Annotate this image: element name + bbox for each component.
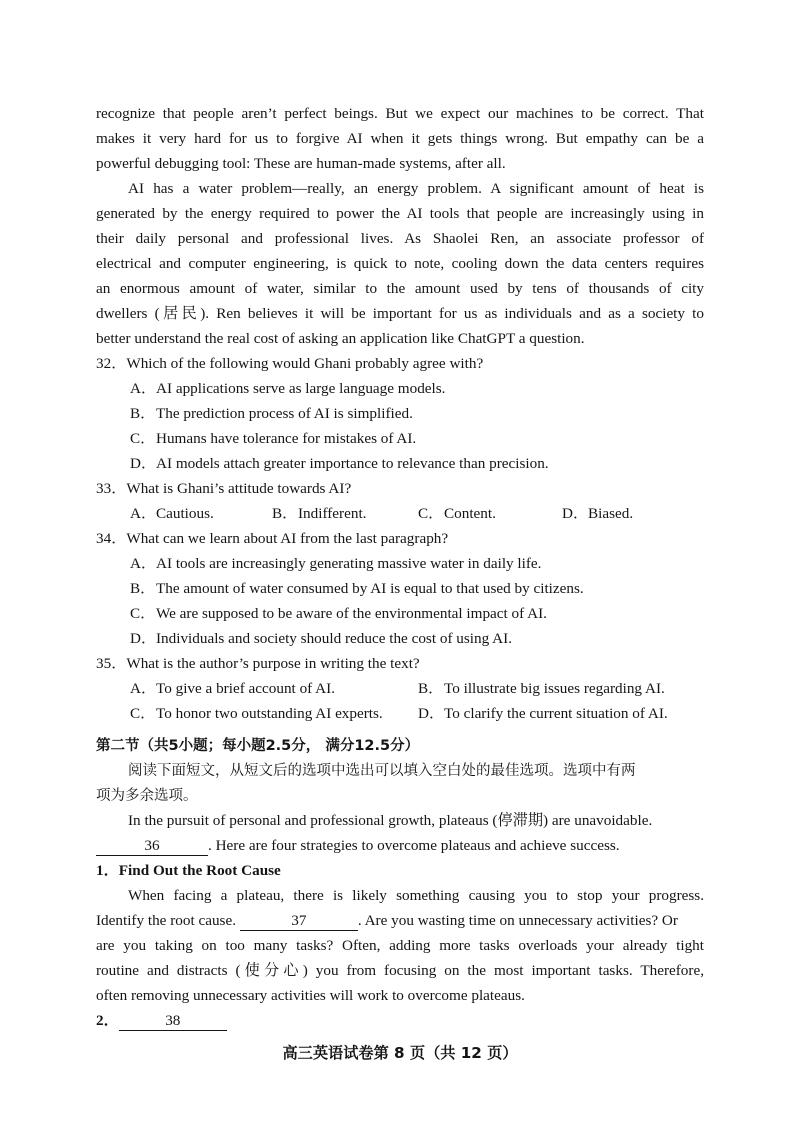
passage-line: In the pursuit of personal and professional growth, plateaus (停滞期) are unavoidable. <box>128 812 653 829</box>
answer-option: A．AI applications serve as large language models. <box>130 380 446 397</box>
passage-line: an enormous amount of water, similar to the amount used by tens of thousands of city <box>96 280 704 297</box>
passage-line: dwellers (居民). Ren believes it will be important for us as individuals and as a society to <box>96 305 704 322</box>
passage-line: are you taking on too many tasks? Often, adding more tasks overloads your already tight <box>96 937 704 954</box>
passage-line: recognize that people aren’t perfect beings. But we expect our machines to be correct. That <box>96 105 704 122</box>
answer-option: C．Content. <box>418 505 496 522</box>
passage-line: their daily personal and professional lives. As Shaolei Ren, an associate professor of <box>96 230 704 247</box>
answer-option: B．Indifferent. <box>272 505 367 522</box>
question-stem: 34．What can we learn about AI from the last paragraph? <box>96 530 449 547</box>
answer-option: D．Biased. <box>562 505 634 522</box>
answer-option: A．To give a brief account of AI. <box>130 680 336 697</box>
answer-option: A．AI tools are increasingly generating massive water in daily life. <box>130 555 542 572</box>
blank-38: 38 <box>119 1012 227 1031</box>
answer-option: D．Individuals and society should reduce the cost of using AI. <box>130 630 512 647</box>
subheading-find-root-cause: 1．Find Out the Root Cause <box>96 862 281 879</box>
question-stem: 35．What is the author’s purpose in writing the text? <box>96 655 420 672</box>
answer-option: D．AI models attach greater importance to relevance than precision. <box>130 455 549 472</box>
blank-37: 37 <box>240 912 358 931</box>
passage-line: When facing a plateau, there is likely something causing you to stop your progress. <box>128 887 704 904</box>
answer-option: A．Cautious. <box>130 505 214 522</box>
blank-36: 36 <box>96 837 208 856</box>
section-instructions: 项为多余选项。 <box>96 788 198 804</box>
answer-option: B．To illustrate big issues regarding AI. <box>418 680 665 697</box>
passage-line: routine and distracts (使分心) you from focusing on the most important tasks. Therefore, <box>96 962 704 979</box>
question-stem: 32．Which of the following would Ghani probably agree with? <box>96 355 484 372</box>
passage-line: often removing unnecessary activities will work to overcome plateaus. <box>96 987 525 1004</box>
answer-option: C．We are supposed to be aware of the environmental impact of AI. <box>130 605 547 622</box>
answer-option: C．Humans have tolerance for mistakes of AI. <box>130 430 417 447</box>
passage-line: powerful debugging tool: These are human-made systems, after all. <box>96 155 506 172</box>
answer-option: D．To clarify the current situation of AI. <box>418 705 668 722</box>
page-footer: 高三英语试卷第 8 页（共 12 页） <box>282 1044 518 1062</box>
passage-line: makes it very hard for us to forgive AI when it gets things wrong. But empathy can be a <box>96 130 704 147</box>
answer-option: C．To honor two outstanding AI experts. <box>130 705 383 722</box>
subheading-2: 2． 38 <box>96 1011 227 1031</box>
passage-line: Identify the root cause. 37 . Are you wasting time on unnecessary activities? Or <box>96 912 678 929</box>
passage-line: better understand the real cost of asking an application like ChatGPT a question. <box>96 330 585 347</box>
section-heading: 第二节（共5小题；每小题2.5分， 满分12.5分） <box>96 738 420 754</box>
passage-line: electrical and computer engineering, is quick to note, cooling down the data centers requires <box>96 255 704 272</box>
section-instructions: 阅读下面短文，从短文后的选项中选出可以填入空白处的最佳选项。选项中有两 <box>128 763 636 779</box>
passage-line: generated by the energy required to power the AI tools that people are increasingly using in <box>96 205 704 222</box>
passage-line: 36 . Here are four strategies to overcome plateaus and achieve success. <box>96 836 620 856</box>
answer-option: B．The prediction process of AI is simplified. <box>130 405 413 422</box>
answer-option: B．The amount of water consumed by AI is equal to that used by citizens. <box>130 580 584 597</box>
passage-line: AI has a water problem—really, an energy problem. A significant amount of heat is <box>128 180 704 197</box>
question-stem: 33．What is Ghani’s attitude towards AI? <box>96 480 352 497</box>
